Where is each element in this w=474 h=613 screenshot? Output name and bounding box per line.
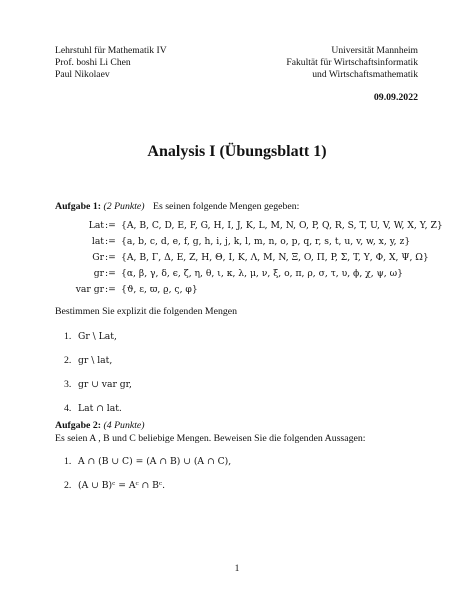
header-faculty: Fakultät für Wirtschaftsinformatik [286, 57, 418, 68]
set-name-lat-upper: Lat [88, 220, 104, 231]
set-value-lat-lower: {a, b, c, d, e, f, g, h, i, j, k, l, m, n, o, p, q, r, s, t, u, v, w, x, y, z} [121, 236, 411, 247]
task1-label: Aufgabe 1: [55, 201, 101, 212]
header-faculty-line2: und Wirtschaftsmathematik [312, 69, 418, 80]
set-name-var-gr: var gr [75, 284, 104, 295]
task2-item-1: 1. A ∩ (B ∪ C) = (A ∩ B) ∪ (A ∩ C), [64, 456, 232, 467]
task2-points: (4 Punkte) [103, 420, 145, 431]
task2-heading [55, 420, 145, 431]
task2-intro: Es seien A , B und C beliebige Mengen. Beweisen Sie die folgenden Aussagen: [55, 433, 366, 444]
set-name-lat-lower: lat [91, 236, 104, 247]
header-professor: Prof. boshi Li Chen [55, 57, 131, 68]
set-value-gr-lower: {α, β, γ, δ, ϵ, ζ, η, θ, ι, κ, λ, μ, ν, ξ, o, π, ρ, σ, τ, υ, ϕ, χ, ψ, ω} [121, 268, 403, 279]
task1-item-1: 1. Gr \ Lat, [64, 331, 117, 342]
task1-instruction: Bestimmen Sie explizit die folgenden Mengen [55, 306, 238, 317]
set-value-gr-upper: {A, B, Γ, Δ, E, Z, H, Θ, I, K, Λ, M, N, Ξ, O, Π, P, Σ, T, Υ, Φ, X, Ψ, Ω} [121, 252, 429, 263]
task1-intro: Es seinen folgende Mengen gegeben: [152, 201, 300, 212]
task2-item-2: 2. (A ∪ B)ᶜ = Aᶜ ∩ Bᶜ. [64, 480, 166, 491]
header-university: Universität Mannheim [331, 45, 418, 56]
page-title: Analysis I (Übungsblatt 1) [147, 143, 327, 160]
task1-item-3: 3. gr ∪ var gr, [64, 379, 132, 390]
document-page: Lehrstuhl für Mathematik IV Prof. boshi Li Chen Paul Nikolaev Universität Mannheim Fakultät für Wirtschaftsinformatik und Wirtschaftsmathematik 09.09.2022 Analysis I (Übungsblatt 1) Aufgabe 1: (2 Punkte) Es seinen folgende Mengen gegeben: Lat := {A, B, C, D, E, F, G, H, I, J, K, L, M, N, O, P, Q, R, S, T, U, V, W, X, Y, Z} lat := {a, b, c, d, e, f, g, h, i, j, k, l, m, n, o, p, q, r, s, t, u, v, w, x, y, z} Gr := {A, B, Γ, Δ, E, Z, H, Θ, I, K, Λ, M, N, Ξ, O, Π, P, Σ, T, Υ, Φ, X, Ψ, Ω} gr := {α, β, γ, δ, ϵ, ζ, η, θ, ι, κ, λ, μ, ν, ξ, o, π, ρ, σ, τ, υ, ϕ, χ, ψ, ω} var gr := {ϑ, ε, ϖ, ϱ, ς, φ} Bestimmen Sie explizit die folgenden Mengen 1. Gr \ Lat, 2. gr \ lat, 3. gr ∪ var gr, 4. Lat ∩ lat. Aufgabe 2: (4 Punkte) Es seien A , B und C beliebige Mengen. Beweisen Sie die folgenden Aussagen: 1. A ∩ (B ∪ C) = (A ∩ B) ∪ (A ∩ C), 2. (A ∪ B)ᶜ = Aᶜ ∩ Bᶜ. 1 [0, 0, 474, 613]
page-number: 1 [234, 563, 240, 574]
task1-heading [55, 201, 299, 212]
task1-points: (2 Punkte) [103, 201, 145, 212]
set-name-gr-upper: Gr [92, 252, 104, 263]
task2-label: Aufgabe 2: [55, 420, 101, 431]
set-name-gr-lower: gr [93, 268, 104, 279]
header-assistant: Paul Nikolaev [55, 69, 110, 80]
task1-item-2: 2. gr \ lat, [64, 355, 113, 366]
set-value-var-gr: {ϑ, ε, ϖ, ϱ, ς, φ} [121, 284, 198, 295]
task1-item-4: 4. Lat ∩ lat. [64, 403, 122, 414]
set-value-lat-upper: {A, B, C, D, E, F, G, H, I, J, K, L, M, N, O, P, Q, R, S, T, U, V, W, X, Y, Z} [121, 220, 443, 231]
header-left [55, 45, 167, 81]
sheet-date: 09.09.2022 [373, 92, 418, 103]
header-chair: Lehrstuhl für Mathematik IV [55, 45, 167, 56]
header-right [286, 45, 418, 81]
